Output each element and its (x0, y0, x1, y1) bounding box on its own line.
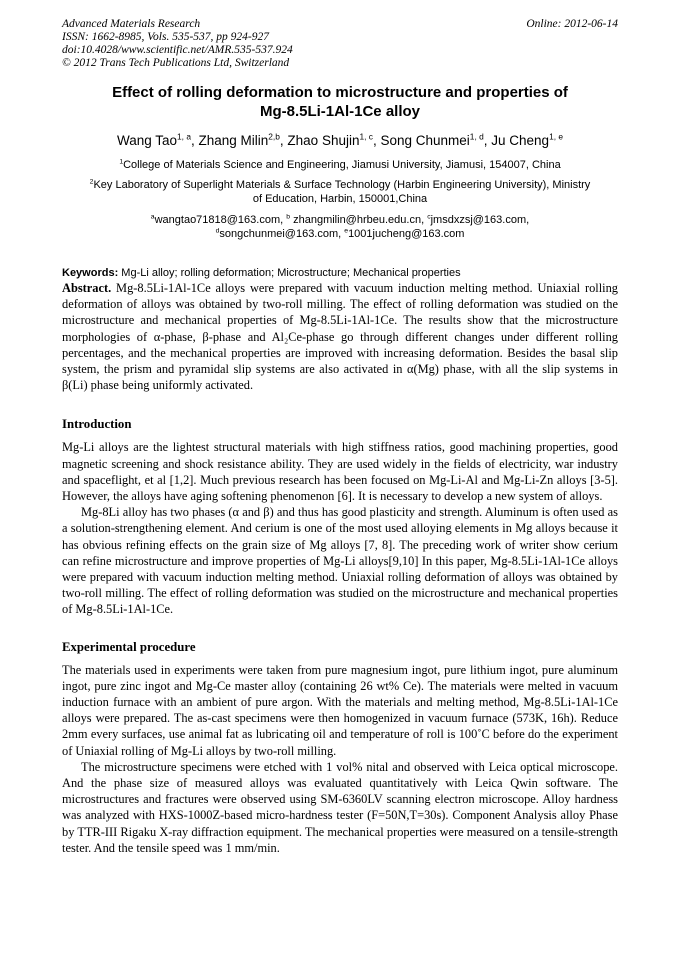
paper-title (62, 83, 618, 121)
email-superscript: a (150, 213, 155, 221)
doi-line: doi:10.4028/www.scientific.net/AMR.535-537.924 (62, 44, 293, 56)
issn-line: ISSN: 1662-8985, Vols. 535-537, pp 924-927 (62, 31, 269, 43)
author-separator: , (372, 133, 381, 148)
email-address: songchunmei@163.com, (219, 228, 345, 240)
journal-header-row (62, 18, 618, 31)
author-superscript: 2,b (268, 131, 280, 142)
email-address: zhangmilin@hrbeu.edu.cn, (290, 214, 428, 226)
email-address: wangtao71818@163.com, (154, 214, 287, 226)
introduction-paragraph-2: Mg-8Li alloy has two phases (α and β) and thus has good plasticity and strength. Aluminum is often used as a solution-strengthening element. And cerium is one of the most used alloying elements in Mg alloys because it has obvious refining effects on the grain size of Mg alloys [7, 8]. The preceding work of writer show cerium can refine microstructure and improve properties of Mg-Li alloys[9,10] In this paper, Mg-8.5Li-1Al-1Ce alloys were prepared with vacuum induction melting method. Uniaxial rolling deformation of alloys was obtained by two-roll milling. The effect of rolling deformation was studied on the microstructure and mechanical properties of Mg-8.5Li-1Al-1Ce. (62, 505, 618, 617)
keywords-line (62, 266, 618, 280)
copyright-line: © 2012 Trans Tech Publications Ltd, Switzerland (62, 57, 290, 69)
email-line-2 (62, 227, 618, 241)
section-heading-introduction: Introduction (62, 417, 132, 432)
author-superscript: 1, a (177, 131, 191, 142)
journal-title: Advanced Materials Research (62, 18, 201, 30)
email-line-1 (62, 213, 618, 227)
affiliation-line-1 (62, 158, 618, 172)
authors-line (62, 132, 618, 150)
email-superscript: c (427, 213, 431, 221)
author-separator: , (483, 133, 492, 148)
abstract-label: Abstract. (62, 281, 112, 295)
journal-header (62, 18, 618, 70)
author-superscript: 1, e (549, 131, 564, 142)
author-separator: , (190, 133, 199, 148)
author-name: Wang Tao (116, 133, 178, 148)
affiliation-superscript: 1 (119, 158, 124, 166)
introduction-paragraph-1: Mg-Li alloys are the lightest structural materials with high stiffness ratios, good machining properties, good magnetic screening and shock resistance ability. They are used widely in the fields of electricity, war industry and spaceflight, et al [1,2]. Much previous research has been focused on Mg-Li-Al and Mg-Li-Zn alloys [3-5]. However, the alloys have aging softening phenomenon [6]. It is necessary to develop a new system of alloys. (62, 440, 618, 504)
author-superscript: 1, c (359, 131, 373, 142)
email-superscript: e (344, 227, 349, 235)
experimental-paragraph-2: The microstructure specimens were etched with 1 vol% nital and observed with Leica optical microscope. And the phase size of measured alloys was evaluated quantitatively with Leica Qwin software. The microstructures and fractures were observed using SM-6360LV scanning electron microscope. Alloy hardness was analyzed with HXS-1000Z-based micro-hardness tester (F=50N,T=30s). Component Analysis alloy Phase by TTR-III Rigaku X-ray diffraction equipment. The mechanical properties were measured on a tensile-strength tester. And the tensile speed was 1 mm/min. (62, 759, 618, 855)
author-superscript: 1, d (469, 131, 484, 142)
author-name: Zhang Milin (198, 133, 269, 148)
affiliation-text: College of Materials Science and Engineering, Jiamusi University, Jiamusi, 154007, China (123, 159, 561, 171)
affiliation-text: Key Laboratory of Superlight Materials & Surface Technology (Harbin Engineering University), Ministry of Education, Harbin, 150001,China (93, 179, 591, 205)
experimental-paragraph-1: The materials used in experiments were taken from pure magnesium ingot, pure lithium ingot, pure aluminum ingot, pure zinc ingot and Mg-Ce master alloy (containing 26 wt% Ce). The materials were melted in vacuum induction furnace with an ambient of pure argon. With the materials and melting method, Mg-8.5Li-1Al-1Ce alloys were prepared. The as-cast specimens were then homogenized in vacuum furnace (573K, 16h). Reduce 2mm every surfaces, use animal fat as lubricating oil and temperature of roll is 100˚C before do the experiment of Uniaxial rolling of Mg-Li alloys by two-roll milling. (62, 662, 618, 758)
emails-block (62, 213, 618, 241)
paper-title-line2: Mg-8.5Li-1Al-1Ce alloy (259, 103, 421, 120)
email-address: 1001jucheng@163.com (348, 228, 465, 240)
email-address: jmsdxzsj@163.com, (430, 214, 530, 226)
abstract-paragraph (62, 280, 618, 393)
online-date: Online: 2012-06-14 (526, 18, 618, 30)
email-superscript: b (286, 213, 291, 221)
email-superscript: d (215, 227, 220, 235)
keywords-text: Mg-Li alloy; rolling deformation; Microstructure; Mechanical properties (118, 267, 461, 279)
keywords-label: Keywords: (62, 267, 119, 279)
author-name: Zhao Shujin (287, 133, 360, 148)
affiliation-line-2 (84, 178, 596, 206)
author-separator: , (279, 133, 288, 148)
abstract-text: Mg-8.5Li-1Al-1Ce alloys were prepared with vacuum induction melting method. Uniaxial rolling deformation of alloys was obtained by two-roll milling. The effect of rolling deformation was studied on the microstructure and mechanical properties of Mg-8.5Li-1Al-1Ce. The results show that the microstructure morphologies of α-phase, β-phase and Al₂Ce-phase go through different changes under different rolling percentages, and the mechanical properties are improved with increasing deformation. Besides the basal slip system, the prism and pyramidal slip systems are also activated in α(Mg) phase, with all the slip systems in β(Li) phase being uniformly activated. (62, 281, 618, 393)
section-heading-experimental-procedure: Experimental procedure (62, 639, 196, 654)
author-name: Song Chunmei (380, 133, 470, 148)
author-name: Ju Cheng (491, 133, 550, 148)
affiliation-superscript: 2 (89, 178, 94, 186)
paper-title-line1: Effect of rolling deformation to microstructure and properties of (112, 84, 568, 101)
